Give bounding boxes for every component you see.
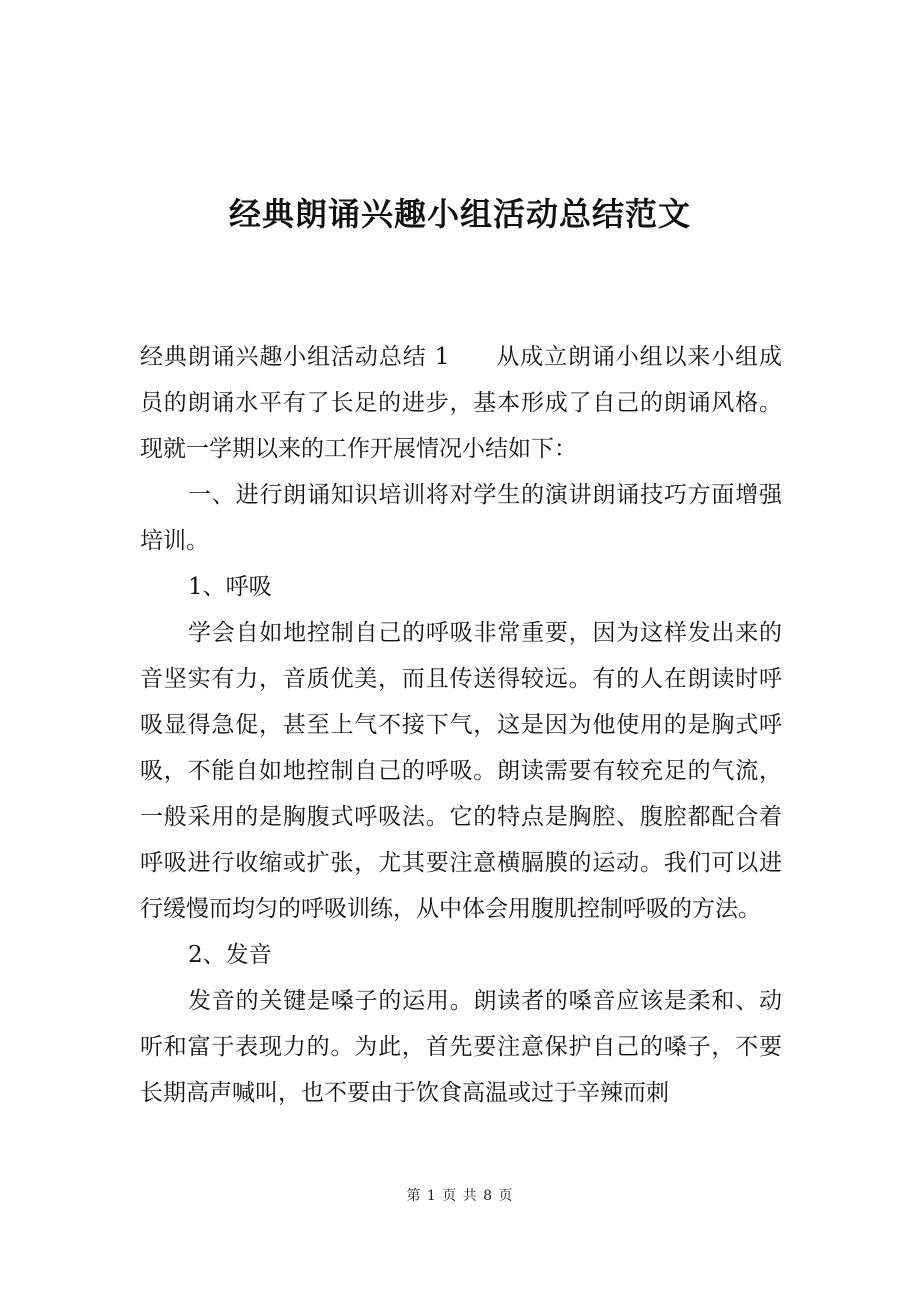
intro-paragraph bbox=[140, 334, 782, 472]
voice-paragraph: 发音的关键是嗓子的运用。朗读者的嗓音应该是柔和、动听和富于表现力的。为此，首先要注意保护自己的嗓子，不要长期高声喊叫，也不要由于饮食高温或过于辛辣而刺 bbox=[140, 988, 782, 1106]
document-body bbox=[140, 334, 782, 1116]
breathing-paragraph: 学会自如地控制自己的呼吸非常重要，因为这样发出来的音坚实有力，音质优美，而且传送得较远。有的人在朗读时呼吸显得急促，甚至上气不接下气，这是因为他使用的是胸式呼吸，不能自如地控制自己的呼吸。朗读需要有较充足的气流，一般采用的是胸腹式呼吸法。它的特点是胸腔、腹腔都配合着呼吸进行收缩或扩张，尤其要注意横膈膜的运动。我们可以进行缓慢而均匀的呼吸训练，从中体会用腹肌控制呼吸的方法。 bbox=[140, 620, 782, 922]
page-footer: 第 1 页 共 8 页 bbox=[406, 1188, 514, 1204]
intro-heading: 经典朗诵兴趣小组活动总结 1 bbox=[140, 344, 450, 370]
document-title: 经典朗诵兴趣小组活动总结范文 bbox=[228, 195, 691, 233]
intro-text: 从成立朗诵小组以来小组成员的朗诵水平有了长足的进步，基本形成了自己的朗诵风格。现就一学期以来的工作开展情况小结如下： bbox=[140, 344, 783, 462]
breathing-heading: 1、呼吸 bbox=[188, 574, 272, 600]
section-one-paragraph: 一、进行朗诵知识培训将对学生的演讲朗诵技巧方面增强培训。 bbox=[140, 482, 782, 554]
voice-heading: 2、发音 bbox=[188, 942, 272, 968]
